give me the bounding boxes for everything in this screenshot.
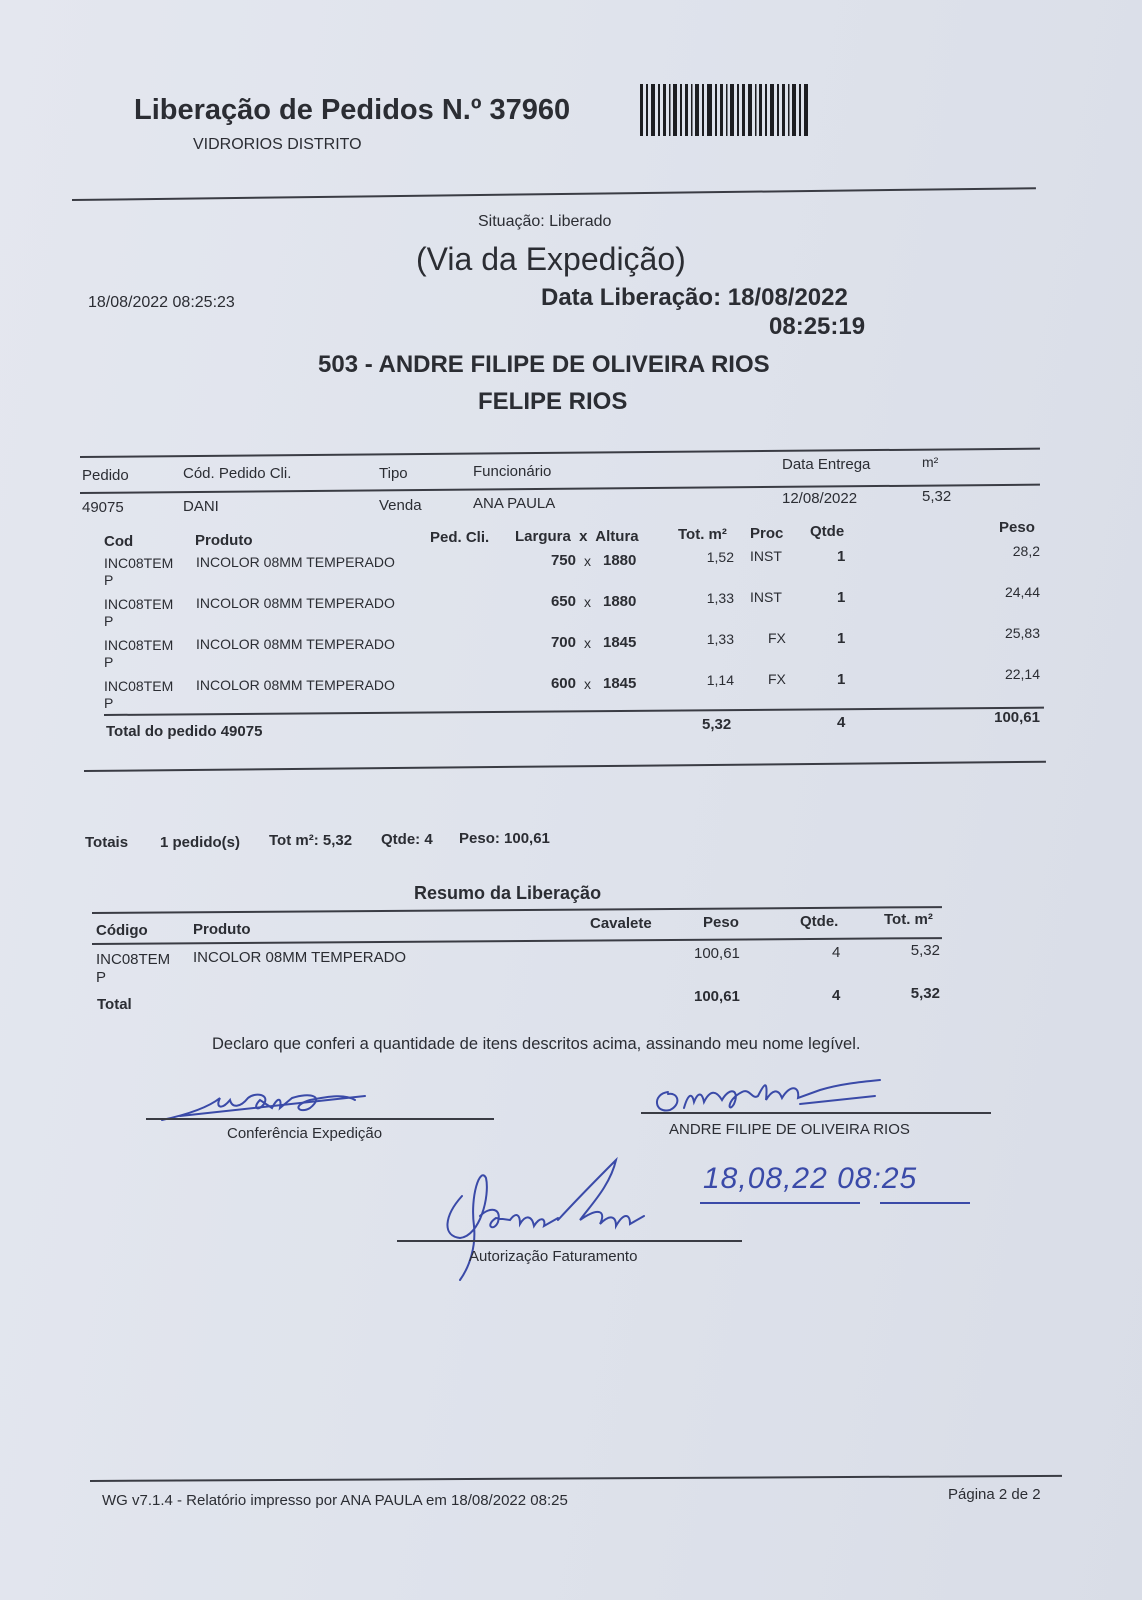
- order-cod-pedido-cli: DANI: [183, 498, 219, 515]
- summary-header-rule: [92, 937, 942, 944]
- data-liberacao: Data Liberação: 18/08/2022: [541, 284, 848, 311]
- order-total-qtde: 4: [837, 714, 846, 731]
- row-cod-suffix: P: [104, 695, 114, 711]
- summary-row-codigo: INC08TEM: [96, 951, 171, 968]
- footer-rule: [90, 1475, 1062, 1482]
- row-cod: INC08TEM: [104, 678, 174, 694]
- client-nickname: FELIPE RIOS: [478, 388, 628, 415]
- row-peso: 25,83: [1004, 625, 1040, 641]
- totals-qtde: Qtde: 4: [381, 831, 433, 848]
- client-name: 503 - ANDRE FILIPE DE OLIVEIRA RIOS: [318, 351, 770, 378]
- items-col-tot-m2: Tot. m²: [678, 526, 727, 543]
- summary-row-peso: 100,61: [694, 945, 740, 962]
- printed-datetime: 18/08/2022 08:25:23: [88, 294, 235, 311]
- handwritten-date: 18,08,22 08:25: [703, 1162, 918, 1195]
- row-proc: FX: [768, 671, 786, 687]
- items-col-peso: Peso: [999, 519, 1035, 536]
- order-total-rule: [104, 707, 1044, 716]
- row-cod-suffix: P: [104, 572, 114, 588]
- order-total-label: Total do pedido 49075: [106, 723, 263, 740]
- via-label: (Via da Expedição): [416, 241, 686, 277]
- barcode-icon: [640, 84, 812, 136]
- row-tot-m2: 1,33: [706, 590, 734, 606]
- items-col-produto: Produto: [195, 532, 253, 549]
- order-total-peso: 100,61: [994, 709, 1040, 726]
- totals-pedidos: 1 pedido(s): [160, 834, 241, 851]
- footer-printed-by: WG v7.1.4 - Relatório impresso por ANA PAULA em 18/08/2022 08:25: [102, 1492, 568, 1509]
- col-data-entrega: Data Entrega: [782, 456, 871, 473]
- summary-total-qtde: 4: [832, 987, 841, 1004]
- row-cod: INC08TEM: [104, 596, 174, 612]
- signature-label-conferencia: Conferência Expedição: [227, 1125, 383, 1142]
- row-x-sign: x: [584, 594, 591, 610]
- items-col-ped-cli: Ped. Cli.: [430, 529, 490, 546]
- row-peso: 22,14: [1004, 666, 1040, 682]
- signature-autorizacao: [440, 1156, 660, 1286]
- situacao-label: Situação: Liberado: [478, 213, 612, 230]
- signature-line-conferencia: [146, 1118, 494, 1120]
- row-proc: INST: [750, 589, 782, 605]
- order-tipo: Venda: [379, 497, 422, 514]
- data-liberacao-time: 08:25:19: [769, 313, 866, 340]
- summary-row-tot-m2: 5,32: [910, 942, 940, 959]
- row-qtde: 1: [837, 589, 846, 606]
- row-altura: 1880: [603, 593, 637, 610]
- col-tipo: Tipo: [379, 465, 408, 482]
- totals-label: Totais: [85, 834, 129, 851]
- handwritten-date-underline: [700, 1202, 860, 1204]
- order-funcionario: ANA PAULA: [473, 495, 556, 512]
- header-divider: [72, 187, 1036, 201]
- row-qtde: 1: [837, 671, 846, 688]
- order-header-bottom-rule: [80, 484, 1040, 494]
- row-cod-suffix: P: [104, 654, 114, 670]
- row-tot-m2: 1,52: [706, 549, 734, 565]
- summary-total-label: Total: [97, 996, 132, 1013]
- signature-conferencia: [160, 1086, 370, 1126]
- summary-col-tot-m2: Tot. m²: [884, 911, 933, 928]
- company-name: VIDRORIOS DISTRITO: [193, 136, 362, 153]
- totals-tot-m2: Tot m²: 5,32: [269, 832, 353, 849]
- row-produto: INCOLOR 08MM TEMPERADO: [196, 636, 395, 652]
- summary-col-qtde: Qtde.: [800, 913, 839, 930]
- items-col-qtde: Qtde: [810, 523, 845, 540]
- row-cod: INC08TEM: [104, 555, 174, 571]
- items-col-proc: Proc: [750, 525, 784, 542]
- signature-line-autorizacao: [397, 1240, 742, 1242]
- handwritten-time-underline: [880, 1202, 970, 1204]
- declaration-text: Declaro que conferi a quantidade de itens descritos acima, assinando meu nome legível.: [212, 1035, 861, 1053]
- items-bottom-rule: [84, 761, 1046, 772]
- summary-col-produto: Produto: [193, 921, 251, 938]
- row-qtde: 1: [837, 548, 846, 565]
- summary-col-codigo: Código: [96, 922, 148, 939]
- row-proc: INST: [750, 548, 782, 564]
- row-cod-suffix: P: [104, 613, 114, 629]
- summary-col-peso: Peso: [703, 914, 739, 931]
- order-pedido: 49075: [82, 499, 124, 516]
- row-tot-m2: 1,33: [706, 631, 734, 647]
- col-pedido: Pedido: [82, 467, 129, 484]
- items-col-cod: Cod: [104, 533, 134, 550]
- summary-title: Resumo da Liberação: [414, 883, 602, 903]
- row-produto: INCOLOR 08MM TEMPERADO: [196, 677, 395, 693]
- row-altura: 1845: [603, 675, 637, 692]
- summary-row-produto: INCOLOR 08MM TEMPERADO: [193, 949, 407, 966]
- order-data-entrega: 12/08/2022: [782, 490, 858, 507]
- signature-label-cliente: ANDRE FILIPE DE OLIVEIRA RIOS: [669, 1121, 910, 1138]
- row-tot-m2: 1,14: [706, 672, 734, 688]
- col-funcionario: Funcionário: [473, 463, 552, 480]
- row-x-sign: x: [584, 676, 591, 692]
- summary-row-qtde: 4: [832, 944, 841, 961]
- col-m2: m²: [922, 454, 939, 470]
- summary-total-tot-m2: 5,32: [910, 985, 940, 1002]
- row-cod: INC08TEM: [104, 637, 174, 653]
- row-largura: 750: [550, 552, 576, 569]
- row-altura: 1880: [603, 552, 637, 569]
- row-produto: INCOLOR 08MM TEMPERADO: [196, 554, 395, 570]
- row-largura: 700: [550, 634, 576, 651]
- order-m2: 5,32: [922, 488, 952, 505]
- footer-page-number: Página 2 de 2: [948, 1486, 1041, 1503]
- row-largura: 650: [550, 593, 576, 610]
- summary-row-codigo-suffix: P: [96, 969, 107, 986]
- row-proc: FX: [768, 630, 786, 646]
- row-peso: 24,44: [1004, 584, 1040, 600]
- items-col-largura-altura: Largura x Altura: [515, 528, 639, 545]
- row-x-sign: x: [584, 635, 591, 651]
- row-peso: 28,2: [1012, 543, 1040, 559]
- row-largura: 600: [550, 675, 576, 692]
- signature-line-cliente: [641, 1112, 991, 1114]
- totals-peso: Peso: 100,61: [459, 830, 550, 847]
- row-produto: INCOLOR 08MM TEMPERADO: [196, 595, 395, 611]
- col-cod-pedido-cli: Cód. Pedido Cli.: [183, 465, 292, 482]
- row-x-sign: x: [584, 553, 591, 569]
- document-title: Liberação de Pedidos N.º 37960: [134, 94, 571, 126]
- order-total-m2: 5,32: [702, 716, 732, 733]
- row-qtde: 1: [837, 630, 846, 647]
- order-header-top-rule: [80, 448, 1040, 458]
- signature-label-autorizacao: Autorização Faturamento: [469, 1248, 638, 1265]
- row-altura: 1845: [603, 634, 637, 651]
- summary-col-cavalete: Cavalete: [590, 915, 652, 932]
- summary-total-peso: 100,61: [694, 988, 740, 1005]
